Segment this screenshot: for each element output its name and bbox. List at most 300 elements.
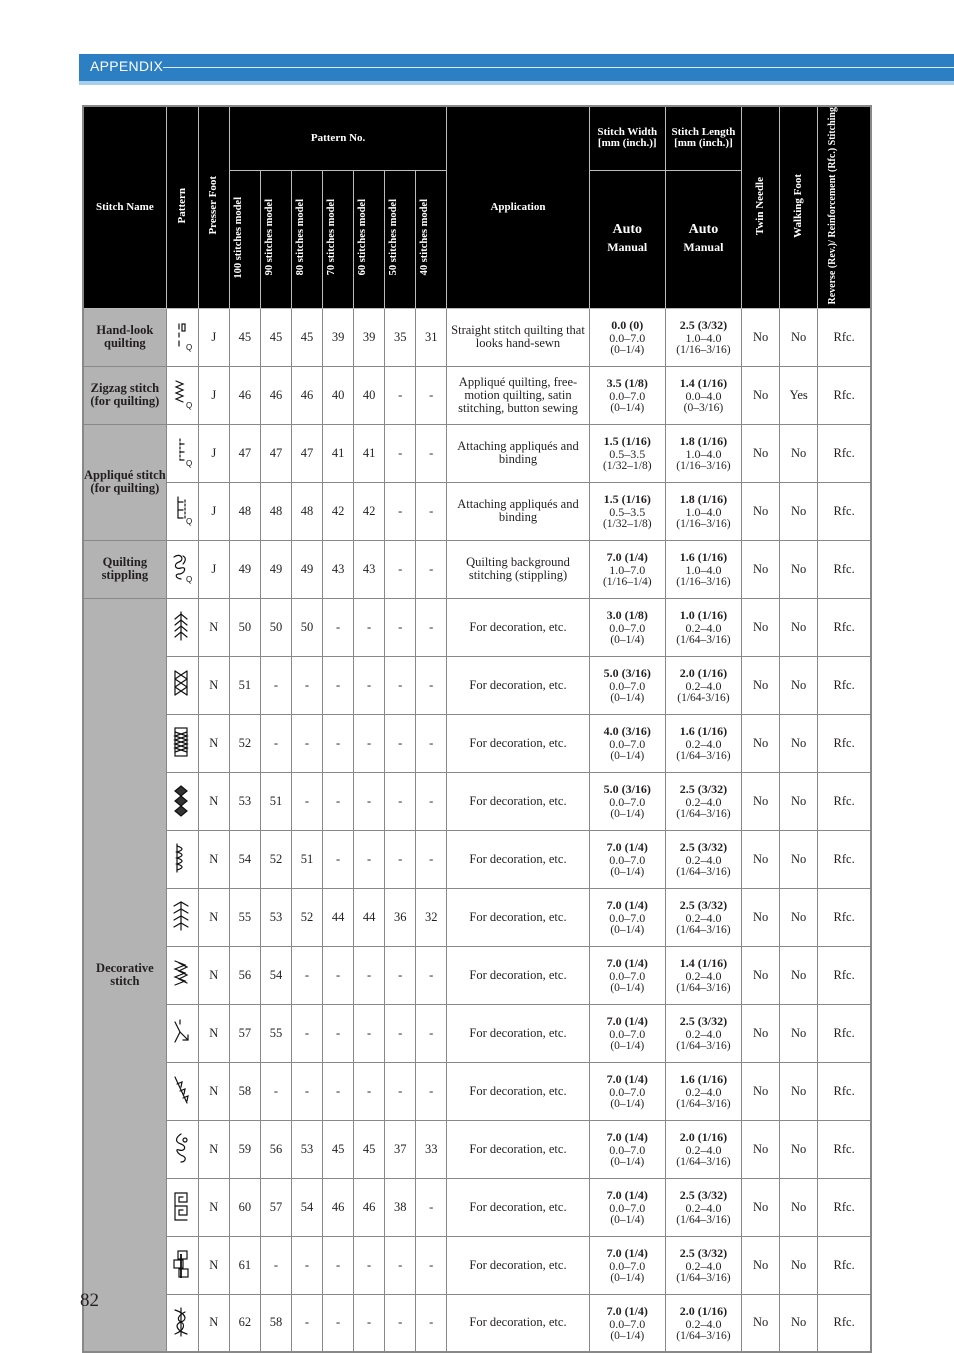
pattern-number-cell: 36 xyxy=(385,888,416,946)
pattern-number-cell: - xyxy=(354,1294,385,1352)
stitch-length-cell: 2.5 (3/32) 0.2–4.0 (1/64–3/16) xyxy=(665,888,741,946)
svg-text:Q: Q xyxy=(186,575,193,585)
stitch-category: Quilting stippling xyxy=(83,540,166,598)
pattern-number-cell: - xyxy=(323,1062,354,1120)
pattern-number-cell: 35 xyxy=(385,308,416,366)
twin-needle-cell: No xyxy=(742,482,780,540)
pattern-number-cell: - xyxy=(416,598,447,656)
stitch-width-cell: 1.5 (1/16) 0.5–3.5 (1/32–1/8) xyxy=(589,482,665,540)
walking-foot-cell: No xyxy=(780,1294,818,1352)
stitch-width-cell: 7.0 (1/4) 0.0–7.0 (0–1/4) xyxy=(589,1236,665,1294)
pattern-number-cell: 51 xyxy=(260,772,291,830)
pattern-number-cell: - xyxy=(323,830,354,888)
presser-foot-cell: N xyxy=(198,830,229,888)
pattern-number-cell: - xyxy=(354,830,385,888)
stitch-length-cell: 2.5 (3/32) 0.2–4.0 (1/64–3/16) xyxy=(665,1004,741,1062)
pattern-number-cell: - xyxy=(385,424,416,482)
stitch-length-cell: 2.5 (3/32) 0.2–4.0 (1/64–3/16) xyxy=(665,772,741,830)
twin-needle-cell: No xyxy=(742,888,780,946)
twin-needle-cell: No xyxy=(742,308,780,366)
reverse-cell: Rfc. xyxy=(818,482,871,540)
pattern-number-cell: 47 xyxy=(291,424,322,482)
stitch-length-cell: 2.0 (1/16) 0.2–4.0 (1/64–3/16) xyxy=(665,1120,741,1178)
stitch-length-cell: 2.0 (1/16) 0.2–4.0 (1/64–3/16) xyxy=(665,1294,741,1352)
reverse-cell: Rfc. xyxy=(818,772,871,830)
pattern-number-cell: 40 xyxy=(354,366,385,424)
pattern-number-cell: 60 xyxy=(229,1178,260,1236)
pattern-number-cell: 40 xyxy=(323,366,354,424)
pattern-number-cell: - xyxy=(323,714,354,772)
reverse-cell: Rfc. xyxy=(818,540,871,598)
presser-foot-cell: N xyxy=(198,1120,229,1178)
zigzag-quilting-stitch-icon xyxy=(169,378,195,412)
table-row xyxy=(83,366,871,424)
twin-needle-cell: No xyxy=(742,946,780,1004)
pattern-number-cell: - xyxy=(385,540,416,598)
col-stitch-width: Stitch Width [mm (inch.)] xyxy=(589,106,665,170)
pattern-number-cell: - xyxy=(291,1004,322,1062)
stitch-settings-table xyxy=(82,105,872,1353)
application-cell: For decoration, etc. xyxy=(447,1236,589,1294)
presser-foot-cell: N xyxy=(198,1062,229,1120)
pattern-number-cell: - xyxy=(260,656,291,714)
pattern-number-cell: - xyxy=(291,1062,322,1120)
col-model-80: 80 stitches model xyxy=(291,170,322,308)
pattern-number-cell: 45 xyxy=(260,308,291,366)
twin-needle-cell: No xyxy=(742,366,780,424)
walking-foot-cell: No xyxy=(780,1178,818,1236)
stitch-width-cell: 7.0 (1/4) 0.0–7.0 (0–1/4) xyxy=(589,1004,665,1062)
pattern-number-cell: 49 xyxy=(229,540,260,598)
col-application: Application xyxy=(447,106,589,308)
hand-look-quilting-stitch-icon xyxy=(169,320,195,354)
pattern-cell xyxy=(166,714,198,772)
pattern-number-cell: - xyxy=(385,1294,416,1352)
section-title: APPENDIX xyxy=(90,58,164,74)
arrow-stitch-icon xyxy=(169,900,195,934)
walking-foot-cell: No xyxy=(780,714,818,772)
pattern-cell xyxy=(166,308,198,366)
walking-foot-cell: No xyxy=(780,540,818,598)
pattern-number-cell: - xyxy=(416,540,447,598)
application-cell: Appliqué quilting, free-motion quilting, satin stitching, button sewing xyxy=(447,366,589,424)
presser-foot-cell: N xyxy=(198,1178,229,1236)
pattern-number-cell: - xyxy=(354,1236,385,1294)
pattern-number-cell: - xyxy=(323,1004,354,1062)
pattern-number-cell: - xyxy=(385,1062,416,1120)
greek-key-stitch-icon xyxy=(169,1190,195,1224)
presser-foot-cell: J xyxy=(198,482,229,540)
application-cell: For decoration, etc. xyxy=(447,1178,589,1236)
presser-foot-cell: J xyxy=(198,308,229,366)
pattern-number-cell: 31 xyxy=(416,308,447,366)
pattern-number-cell: 48 xyxy=(260,482,291,540)
reverse-cell: Rfc. xyxy=(818,714,871,772)
walking-foot-cell: Yes xyxy=(780,366,818,424)
pattern-number-cell: 44 xyxy=(323,888,354,946)
square-chain-stitch-icon xyxy=(169,1248,195,1282)
reverse-cell: Rfc. xyxy=(818,598,871,656)
table-row xyxy=(83,598,871,656)
pattern-number-cell: - xyxy=(354,656,385,714)
table-row xyxy=(83,308,871,366)
pattern-number-cell: - xyxy=(416,1004,447,1062)
pattern-cell xyxy=(166,1178,198,1236)
stitch-length-cell: 2.5 (3/32) 0.2–4.0 (1/64–3/16) xyxy=(665,830,741,888)
reverse-cell: Rfc. xyxy=(818,656,871,714)
stitch-width-cell: 7.0 (1/4) 0.0–7.0 (0–1/4) xyxy=(589,1062,665,1120)
table-row xyxy=(83,830,871,888)
pattern-cell xyxy=(166,366,198,424)
reverse-cell: Rfc. xyxy=(818,830,871,888)
pattern-number-cell: - xyxy=(291,656,322,714)
pattern-number-cell: - xyxy=(416,366,447,424)
stitch-category: Appliqué stitch (for quilting) xyxy=(83,424,166,540)
pattern-number-cell: - xyxy=(291,946,322,1004)
walking-foot-cell: No xyxy=(780,656,818,714)
stitch-length-cell: 1.4 (1/16) 0.2–4.0 (1/64–3/16) xyxy=(665,946,741,1004)
pattern-number-cell: 46 xyxy=(323,1178,354,1236)
stitch-length-cell: 2.5 (3/32) 0.2–4.0 (1/64–3/16) xyxy=(665,1236,741,1294)
pattern-number-cell: - xyxy=(385,598,416,656)
application-cell: Quilting background stitching (stippling) xyxy=(447,540,589,598)
pattern-number-cell: 61 xyxy=(229,1236,260,1294)
pattern-number-cell: 41 xyxy=(354,424,385,482)
pattern-cell xyxy=(166,482,198,540)
curl-stitch-icon xyxy=(169,1132,195,1166)
reverse-cell: Rfc. xyxy=(818,1178,871,1236)
twin-needle-cell: No xyxy=(742,656,780,714)
pattern-number-cell: 43 xyxy=(354,540,385,598)
pattern-number-cell: 47 xyxy=(229,424,260,482)
pattern-number-cell: 46 xyxy=(291,366,322,424)
pattern-number-cell: - xyxy=(354,772,385,830)
reverse-cell: Rfc. xyxy=(818,888,871,946)
table-row xyxy=(83,1062,871,1120)
application-cell: Attaching appliqués and binding xyxy=(447,482,589,540)
application-cell: For decoration, etc. xyxy=(447,714,589,772)
stitch-length-cell: 1.8 (1/16) 1.0–4.0 (1/16–3/16) xyxy=(665,482,741,540)
stitch-width-cell: 7.0 (1/4) 0.0–7.0 (0–1/4) xyxy=(589,888,665,946)
pattern-number-cell: - xyxy=(385,946,416,1004)
pattern-number-cell: 62 xyxy=(229,1294,260,1352)
stitch-width-cell: 5.0 (3/16) 0.0–7.0 (0–1/4) xyxy=(589,656,665,714)
stitch-category: Zigzag stitch (for quilting) xyxy=(83,366,166,424)
pattern-cell xyxy=(166,1294,198,1352)
pattern-number-cell: 51 xyxy=(229,656,260,714)
pattern-cell xyxy=(166,772,198,830)
pattern-number-cell: - xyxy=(291,772,322,830)
pattern-number-cell: 46 xyxy=(229,366,260,424)
application-cell: For decoration, etc. xyxy=(447,1294,589,1352)
application-cell: For decoration, etc. xyxy=(447,946,589,1004)
pattern-number-cell: 49 xyxy=(260,540,291,598)
presser-foot-cell: N xyxy=(198,946,229,1004)
zigzag-decorative-stitch-icon xyxy=(169,958,195,992)
col-model-90: 90 stitches model xyxy=(260,170,291,308)
twin-needle-cell: No xyxy=(742,1062,780,1120)
col-reverse xyxy=(818,106,871,308)
pattern-number-cell: 37 xyxy=(385,1120,416,1178)
twin-needle-cell: No xyxy=(742,830,780,888)
pattern-number-cell: 50 xyxy=(260,598,291,656)
pattern-number-cell: 42 xyxy=(354,482,385,540)
application-cell: For decoration, etc. xyxy=(447,1120,589,1178)
pattern-number-cell: 39 xyxy=(354,308,385,366)
table-row xyxy=(83,1004,871,1062)
presser-foot-cell: N xyxy=(198,656,229,714)
stitch-width-cell: 7.0 (1/4) 0.0–7.0 (0–1/4) xyxy=(589,830,665,888)
col-twin-needle-label: Twin Needle xyxy=(754,176,767,235)
presser-foot-cell: J xyxy=(198,424,229,482)
pattern-number-cell: 54 xyxy=(291,1178,322,1236)
pattern-number-cell: - xyxy=(416,772,447,830)
pattern-number-cell: 56 xyxy=(229,946,260,1004)
banner-rule xyxy=(163,67,954,68)
pattern-number-cell: - xyxy=(291,1236,322,1294)
twin-needle-cell: No xyxy=(742,1294,780,1352)
pattern-cell xyxy=(166,1004,198,1062)
col-walking-foot-label: Walking Foot xyxy=(792,173,805,238)
col-pattern-label: Pattern xyxy=(175,188,188,224)
pattern-cell xyxy=(166,830,198,888)
ladder-stitch-icon xyxy=(169,726,195,760)
table-row xyxy=(83,482,871,540)
pattern-number-cell: 53 xyxy=(260,888,291,946)
table-row xyxy=(83,772,871,830)
walking-foot-cell: No xyxy=(780,424,818,482)
stitch-length-cell: 1.0 (1/16) 0.2–4.0 (1/64–3/16) xyxy=(665,598,741,656)
col-model-70: 70 stitches model xyxy=(323,170,354,308)
pattern-cell xyxy=(166,1120,198,1178)
table-row xyxy=(83,888,871,946)
pattern-number-cell: - xyxy=(416,1178,447,1236)
stitch-length-cell: 1.8 (1/16) 1.0–4.0 (1/16–3/16) xyxy=(665,424,741,482)
pattern-number-cell: 52 xyxy=(260,830,291,888)
pattern-number-cell: 45 xyxy=(229,308,260,366)
table-row xyxy=(83,1294,871,1352)
pattern-number-cell: 57 xyxy=(229,1004,260,1062)
pattern-number-cell: 49 xyxy=(291,540,322,598)
applique-stitch-alt-icon xyxy=(169,494,195,528)
col-presser-foot xyxy=(198,106,229,308)
stitch-width-cell: 5.0 (3/16) 0.0–7.0 (0–1/4) xyxy=(589,772,665,830)
pattern-number-cell: - xyxy=(260,714,291,772)
stitch-length-cell: 2.5 (3/32) 1.0–4.0 (1/16–3/16) xyxy=(665,308,741,366)
presser-foot-cell: J xyxy=(198,540,229,598)
pattern-number-cell: 41 xyxy=(323,424,354,482)
stitch-category: Decorative stitch xyxy=(83,598,166,1352)
reverse-cell: Rfc. xyxy=(818,946,871,1004)
pattern-number-cell: - xyxy=(260,1236,291,1294)
col-presser-foot-label: Presser Foot xyxy=(207,176,220,236)
stitch-width-cell: 4.0 (3/16) 0.0–7.0 (0–1/4) xyxy=(589,714,665,772)
col-reverse-label: Reverse (Rev.)/ Reinforcement (Rfc.) Stitching xyxy=(827,107,839,305)
col-twin-needle xyxy=(742,106,780,308)
pattern-number-cell: - xyxy=(291,714,322,772)
col-length-auto-manual: Auto Manual xyxy=(665,170,741,308)
stitch-width-cell: 7.0 (1/4) 0.0–7.0 (0–1/4) xyxy=(589,946,665,1004)
pattern-number-cell: 45 xyxy=(354,1120,385,1178)
stitch-width-cell: 7.0 (1/4) 0.0–7.0 (0–1/4) xyxy=(589,1120,665,1178)
pattern-number-cell: - xyxy=(416,830,447,888)
presser-foot-cell: N xyxy=(198,1004,229,1062)
walking-foot-cell: No xyxy=(780,888,818,946)
pattern-number-cell: - xyxy=(385,772,416,830)
walking-foot-cell: No xyxy=(780,772,818,830)
pattern-cell xyxy=(166,1236,198,1294)
pattern-cell xyxy=(166,656,198,714)
pattern-number-cell: 38 xyxy=(385,1178,416,1236)
pattern-number-cell: 54 xyxy=(260,946,291,1004)
pattern-number-cell: 57 xyxy=(260,1178,291,1236)
stitch-width-cell: 3.5 (1/8) 0.0–7.0 (0–1/4) xyxy=(589,366,665,424)
twin-needle-cell: No xyxy=(742,598,780,656)
svg-text:Q: Q xyxy=(186,343,193,353)
application-cell: For decoration, etc. xyxy=(447,1004,589,1062)
stitch-category: Hand-look quilting xyxy=(83,308,166,366)
pattern-number-cell: 48 xyxy=(229,482,260,540)
table-row xyxy=(83,1178,871,1236)
applique-stitch-icon xyxy=(169,436,195,470)
walking-foot-cell: No xyxy=(780,482,818,540)
reverse-cell: Rfc. xyxy=(818,1062,871,1120)
svg-text:Q: Q xyxy=(186,459,193,469)
pattern-number-cell: 54 xyxy=(229,830,260,888)
pattern-number-cell: - xyxy=(323,772,354,830)
pattern-cell xyxy=(166,888,198,946)
twin-needle-cell: No xyxy=(742,1236,780,1294)
stitch-width-cell: 1.5 (1/16) 0.5–3.5 (1/32–1/8) xyxy=(589,424,665,482)
pattern-number-cell: 42 xyxy=(323,482,354,540)
reverse-cell: Rfc. xyxy=(818,1236,871,1294)
twin-needle-cell: No xyxy=(742,1178,780,1236)
pattern-number-cell: - xyxy=(260,1062,291,1120)
application-cell: Straight stitch quilting that looks hand-sewn xyxy=(447,308,589,366)
walking-foot-cell: No xyxy=(780,1062,818,1120)
col-width-auto-manual: Auto Manual xyxy=(589,170,665,308)
pattern-number-cell: - xyxy=(416,424,447,482)
reverse-cell: Rfc. xyxy=(818,366,871,424)
pattern-number-cell: 56 xyxy=(260,1120,291,1178)
stitch-length-cell: 2.5 (3/32) 0.2–4.0 (1/64–3/16) xyxy=(665,1178,741,1236)
table-row xyxy=(83,1120,871,1178)
cross-stitch-icon xyxy=(169,668,195,702)
twin-needle-cell: No xyxy=(742,1120,780,1178)
pattern-number-cell: 48 xyxy=(291,482,322,540)
stitch-length-cell: 2.0 (1/16) 0.2–4.0 (1/64-3/16) xyxy=(665,656,741,714)
page-number: 82 xyxy=(80,1290,99,1311)
walking-foot-cell: No xyxy=(780,1236,818,1294)
presser-foot-cell: N xyxy=(198,598,229,656)
col-model-100: 100 stitches model xyxy=(229,170,260,308)
pattern-cell xyxy=(166,946,198,1004)
pattern-cell xyxy=(166,1062,198,1120)
pattern-number-cell: 53 xyxy=(291,1120,322,1178)
presser-foot-cell: N xyxy=(198,1236,229,1294)
application-cell: For decoration, etc. xyxy=(447,830,589,888)
section-banner xyxy=(79,54,954,81)
pattern-number-cell: - xyxy=(323,1294,354,1352)
pattern-number-cell: - xyxy=(385,830,416,888)
twin-needle-cell: No xyxy=(742,540,780,598)
stitch-length-cell: 1.6 (1/16) 0.2–4.0 (1/64–3/16) xyxy=(665,1062,741,1120)
twin-needle-cell: No xyxy=(742,772,780,830)
stitch-width-cell: 7.0 (1/4) 0.0–7.0 (0–1/4) xyxy=(589,1178,665,1236)
pattern-cell xyxy=(166,540,198,598)
presser-foot-cell: N xyxy=(198,888,229,946)
pattern-number-cell: - xyxy=(354,714,385,772)
pattern-number-cell: 53 xyxy=(229,772,260,830)
pattern-number-cell: 50 xyxy=(291,598,322,656)
table-row xyxy=(83,540,871,598)
pattern-number-cell: 58 xyxy=(260,1294,291,1352)
walking-foot-cell: No xyxy=(780,1004,818,1062)
pattern-number-cell: - xyxy=(416,946,447,1004)
pattern-number-cell: - xyxy=(354,1004,385,1062)
pattern-number-cell: 51 xyxy=(291,830,322,888)
stitch-width-cell: 7.0 (1/4) 1.0–7.0 (1/16–1/4) xyxy=(589,540,665,598)
col-model-50: 50 stitches model xyxy=(385,170,416,308)
application-cell: For decoration, etc. xyxy=(447,656,589,714)
pattern-number-cell: - xyxy=(323,1236,354,1294)
pattern-number-cell: - xyxy=(323,946,354,1004)
pattern-number-cell: - xyxy=(385,656,416,714)
presser-foot-cell: J xyxy=(198,366,229,424)
pattern-number-cell: - xyxy=(416,1062,447,1120)
pattern-number-cell: - xyxy=(354,946,385,1004)
table-row xyxy=(83,714,871,772)
pattern-number-cell: - xyxy=(354,598,385,656)
pattern-cell xyxy=(166,424,198,482)
pattern-number-cell: - xyxy=(416,1236,447,1294)
feather-stitch-icon xyxy=(169,610,195,644)
twin-needle-cell: No xyxy=(742,1004,780,1062)
col-model-40: 40 stitches model xyxy=(416,170,447,308)
pattern-number-cell: 58 xyxy=(229,1062,260,1120)
scallop-stitch-icon xyxy=(169,842,195,876)
reverse-cell: Rfc. xyxy=(818,1004,871,1062)
walking-foot-cell: No xyxy=(780,308,818,366)
svg-text:Q: Q xyxy=(186,517,193,527)
reverse-cell: Rfc. xyxy=(818,308,871,366)
presser-foot-cell: N xyxy=(198,714,229,772)
diamond-stitch-icon xyxy=(169,784,195,818)
pattern-number-cell: 46 xyxy=(354,1178,385,1236)
pattern-number-cell: 33 xyxy=(416,1120,447,1178)
pattern-number-cell: - xyxy=(385,1236,416,1294)
pattern-number-cell: 50 xyxy=(229,598,260,656)
stitch-width-cell: 3.0 (1/8) 0.0–7.0 (0–1/4) xyxy=(589,598,665,656)
pattern-number-cell: 44 xyxy=(354,888,385,946)
pattern-number-cell: 39 xyxy=(323,308,354,366)
pattern-number-cell: 59 xyxy=(229,1120,260,1178)
stitch-width-cell: 7.0 (1/4) 0.0–7.0 (0–1/4) xyxy=(589,1294,665,1352)
reverse-cell: Rfc. xyxy=(818,1120,871,1178)
pattern-number-cell: 32 xyxy=(416,888,447,946)
table-row xyxy=(83,656,871,714)
col-stitch-name: Stitch Name xyxy=(83,106,166,308)
walking-foot-cell: No xyxy=(780,946,818,1004)
pattern-number-cell: 52 xyxy=(229,714,260,772)
walking-foot-cell: No xyxy=(780,830,818,888)
pattern-number-cell: - xyxy=(385,714,416,772)
table-row xyxy=(83,946,871,1004)
table-row xyxy=(83,1236,871,1294)
stitch-length-cell: 1.4 (1/16) 0.0–4.0 (0–3/16) xyxy=(665,366,741,424)
stitch-length-cell: 1.6 (1/16) 1.0–4.0 (1/16–3/16) xyxy=(665,540,741,598)
banner-underline xyxy=(79,81,954,85)
